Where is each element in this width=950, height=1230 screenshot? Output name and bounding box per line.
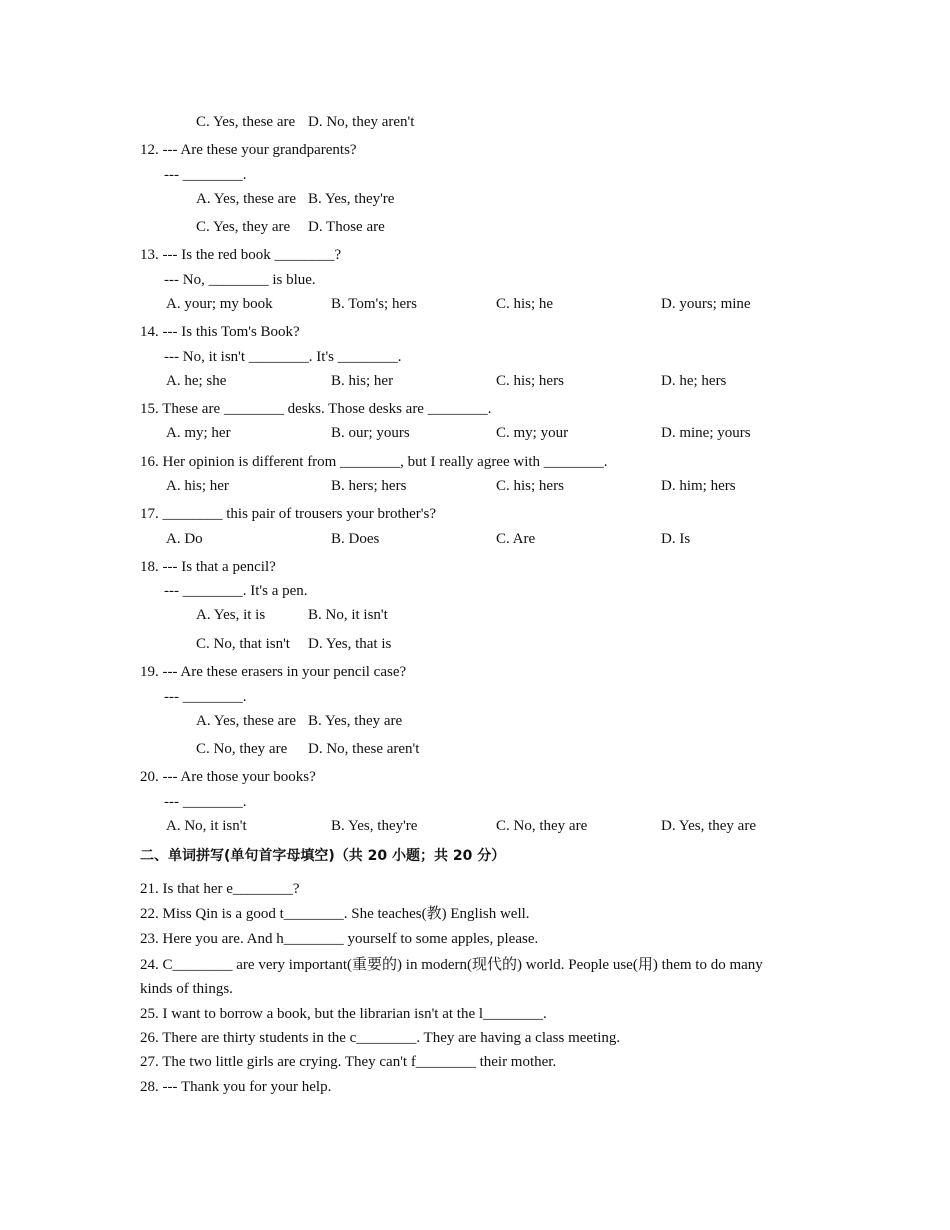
q18-option-b: B. No, it isn't	[308, 607, 388, 623]
q20-answer-line: --- ________.	[164, 794, 247, 810]
q14-question: 14. --- Is this Tom's Book?	[140, 324, 300, 340]
spelling-item-continuation: kinds of things.	[140, 981, 233, 997]
q20-option-b: B. Yes, they're	[331, 818, 418, 834]
q15-option-d: D. mine; yours	[661, 425, 751, 441]
spelling-item: 23. Here you are. And h________ yourself to some apples, please.	[140, 931, 539, 947]
q15-question: 15. These are ________ desks. Those desks are ________.	[140, 401, 492, 417]
q19-option-a: A. Yes, these are	[196, 713, 296, 729]
q18-option-a: A. Yes, it is	[196, 607, 266, 623]
q20-option-a: A. No, it isn't	[166, 818, 247, 834]
spelling-item: 27. The two little girls are crying. They can't f________ their mother.	[140, 1054, 557, 1070]
q18-option-d: D. Yes, that is	[308, 636, 392, 652]
q16-option-d: D. him; hers	[661, 478, 736, 494]
q12-answer-line: --- ________.	[164, 167, 247, 183]
q19-option-c: C. No, they are	[196, 741, 288, 757]
spelling-item: 25. I want to borrow a book, but the librarian isn't at the l________.	[140, 1006, 547, 1022]
q19-option-d: D. No, these aren't	[308, 741, 420, 757]
q18-answer-line: --- ________. It's a pen.	[164, 583, 308, 599]
q12-question: 12. --- Are these your grandparents?	[140, 142, 357, 158]
q11-option-d: D. No, they aren't	[308, 114, 415, 130]
q12-option-b: B. Yes, they're	[308, 191, 395, 207]
q16-option-c: C. his; hers	[496, 478, 564, 494]
q15-option-c: C. my; your	[496, 425, 569, 441]
q14-option-a: A. he; she	[166, 373, 227, 389]
q11-option-c: C. Yes, these are	[196, 114, 296, 130]
q19-option-b: B. Yes, they are	[308, 713, 403, 729]
q20-option-c: C. No, they are	[496, 818, 588, 834]
q17-option-d: D. Is	[661, 531, 691, 547]
q16-option-b: B. hers; hers	[331, 478, 407, 494]
spelling-item: 28. --- Thank you for your help.	[140, 1079, 332, 1095]
q13-answer-line: --- No, ________ is blue.	[164, 272, 316, 288]
q14-option-d: D. he; hers	[661, 373, 727, 389]
q18-option-c: C. No, that isn't	[196, 636, 290, 652]
q14-answer-line: --- No, it isn't ________. It's ________.	[164, 349, 402, 365]
q18-question: 18. --- Is that a pencil?	[140, 559, 276, 575]
spelling-item: 24. C________ are very important(重要的) in modern(现代的) world. People use(用) them to do many	[140, 957, 763, 973]
q17-question: 17. ________ this pair of trousers your brother's?	[140, 506, 436, 522]
q13-question: 13. --- Is the red book ________?	[140, 247, 342, 263]
q12-option-d: D. Those are	[308, 219, 385, 235]
q16-option-a: A. his; her	[166, 478, 229, 494]
q17-option-c: C. Are	[496, 531, 536, 547]
spelling-item: 21. Is that her e________?	[140, 881, 300, 897]
q13-option-a: A. your; my book	[166, 296, 273, 312]
q15-option-b: B. our; yours	[331, 425, 410, 441]
q14-option-c: C. his; hers	[496, 373, 564, 389]
q17-option-a: A. Do	[166, 531, 203, 547]
q15-option-a: A. my; her	[166, 425, 231, 441]
q12-option-a: A. Yes, these are	[196, 191, 296, 207]
q13-option-b: B. Tom's; hers	[331, 296, 417, 312]
q17-option-b: B. Does	[331, 531, 380, 547]
spelling-item: 26. There are thirty students in the c________. They are having a class meeting.	[140, 1030, 621, 1046]
q16-question: 16. Her opinion is different from ________, but I really agree with ________.	[140, 454, 608, 470]
q13-option-d: D. yours; mine	[661, 296, 751, 312]
q12-option-c: C. Yes, they are	[196, 219, 291, 235]
q19-answer-line: --- ________.	[164, 689, 247, 705]
q20-question: 20. --- Are those your books?	[140, 769, 316, 785]
q19-question: 19. --- Are these erasers in your pencil case?	[140, 664, 407, 680]
q14-option-b: B. his; her	[331, 373, 394, 389]
section-heading: 二、单词拼写(单句首字母填空)（共 20 小题；共 20 分）	[140, 848, 506, 864]
q13-option-c: C. his; he	[496, 296, 554, 312]
q20-option-d: D. Yes, they are	[661, 818, 756, 834]
spelling-item: 22. Miss Qin is a good t________. She teaches(教) English well.	[140, 906, 530, 922]
